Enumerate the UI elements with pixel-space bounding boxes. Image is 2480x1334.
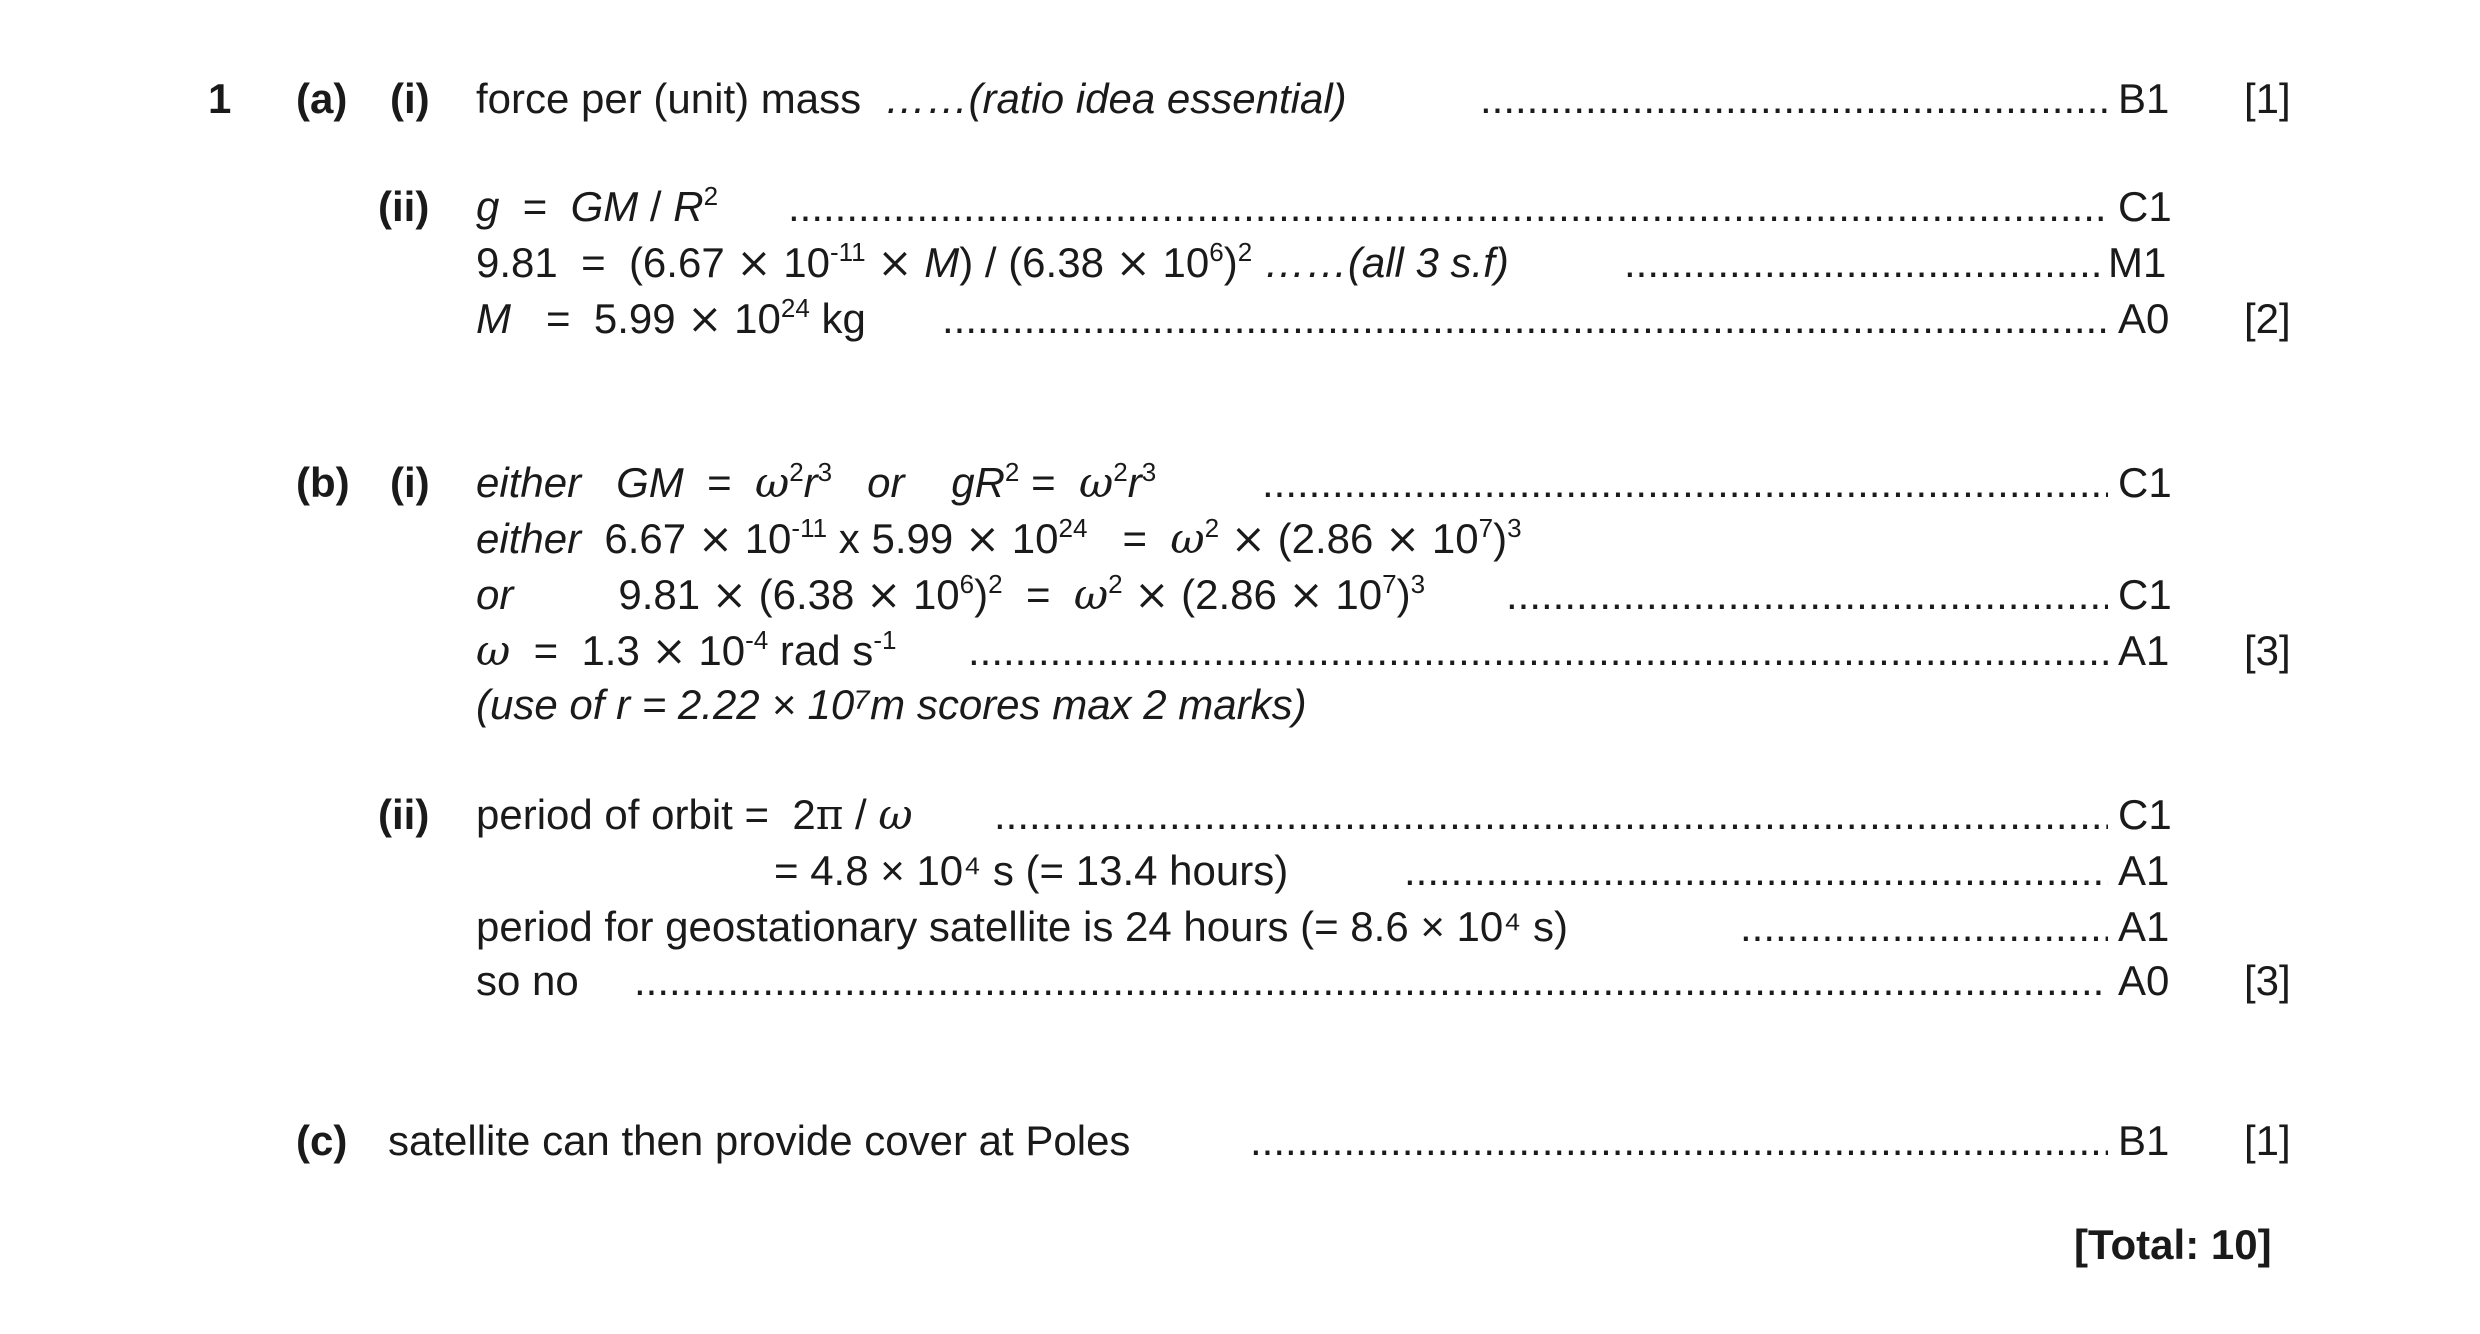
part-a-i-marks: [1] (2244, 75, 2291, 122)
leader-dots (1506, 574, 2108, 616)
part-b-i-line1: either GM = $\omega^2r^3$ or $gR^2 = \omega^2r^3$ (476, 456, 1157, 507)
part-a-label: (a) (296, 75, 348, 122)
part-b-i-code-4: A1 (2118, 627, 2170, 674)
part-b-i-line3: or $9.81 \times (6.38 \times 10^6)^2 = \omega^2 \times (2.86 \times 10^7)^3$ (476, 568, 1426, 619)
part-b-ii-code-1: C1 (2118, 791, 2172, 838)
part-b-i-note: (use of r = 2.22 × 10⁷m scores max 2 marks) (476, 681, 1307, 728)
part-b-i-code-1: C1 (2118, 459, 2172, 506)
leader-dots (994, 794, 2108, 836)
part-a-ii-line3: $M = 5.99 \times 10^{24}$ kg (476, 292, 866, 343)
leader-dots (1262, 462, 2108, 504)
part-a-ii-note: ……(all 3 s.f) (1263, 239, 1509, 286)
leader-dots (1480, 78, 2110, 120)
leader-dots (788, 186, 2108, 228)
part-a-i-note: ……(ratio idea essential) (884, 75, 1347, 122)
part-a-ii-code-1: C1 (2118, 183, 2172, 230)
leader-dots (1624, 242, 2106, 284)
part-b-i-code-3: C1 (2118, 571, 2172, 618)
leader-dots (1740, 906, 2108, 948)
part-a-i-code: B1 (2118, 75, 2170, 122)
leader-dots (942, 298, 2108, 340)
part-a-ii-code-2: M1 (2108, 239, 2167, 286)
part-a-ii-label: (ii) (378, 183, 430, 230)
part-b-i-line2: either $6.67 \times 10^{-11}$ x $5.99 \times 10^{24} = \omega^2 \times (2.86 \times 10^7)^3$ (476, 512, 1522, 563)
part-b-label: (b) (296, 459, 350, 506)
part-b-ii-code-2: A1 (2118, 847, 2170, 894)
part-b-ii-marks: [3] (2244, 957, 2291, 1004)
part-b-i-label: (i) (390, 459, 430, 506)
question-number: 1 (208, 75, 232, 122)
part-a-ii-code-3: A0 (2118, 295, 2170, 342)
part-b-ii-line4: so no (476, 957, 579, 1004)
part-c-label: (c) (296, 1117, 348, 1164)
part-c-text: satellite can then provide cover at Poles (388, 1117, 1131, 1164)
part-b-ii-line3: period for geostationary satellite is 24 hours (= 8.6 × 10⁴ s) (476, 903, 1568, 950)
part-c-code: B1 (2118, 1117, 2170, 1164)
part-b-ii-line2: = 4.8 × 10⁴ s (= 13.4 hours) (774, 847, 1289, 894)
part-b-i-marks: [3] (2244, 627, 2291, 674)
part-a-i-label: (i) (390, 75, 430, 122)
part-c-marks: [1] (2244, 1117, 2291, 1164)
leader-dots (634, 960, 2108, 1002)
leader-dots (1404, 850, 2108, 892)
part-b-i-line4: $\omega = 1.3 \times 10^{-4}$ rad $s^{-1}$ (476, 624, 897, 675)
leader-dots (968, 630, 2108, 672)
part-b-ii-code-4: A0 (2118, 957, 2170, 1004)
part-a-ii-line1: g = GM / $R^2$ (476, 180, 719, 230)
total-marks: [Total: 10] (2074, 1221, 2272, 1268)
part-a-i-text (476, 75, 1347, 122)
part-a-ii-marks: [2] (2244, 295, 2291, 342)
part-a-i-answer: force per (unit) mass (476, 75, 862, 122)
part-a-ii-line2: $9.81 = (6.67 \times 10^{-11} \times M) / (6.38 \times 10^6)^2$ ……(all 3 s.f) (476, 236, 1509, 287)
part-b-ii-label: (ii) (378, 791, 430, 838)
part-b-ii-line1: period of orbit = 2π / ω (476, 790, 913, 839)
leader-dots (1250, 1120, 2108, 1162)
part-b-ii-line1-text: period of orbit = (476, 791, 770, 838)
part-b-ii-code-3: A1 (2118, 903, 2170, 950)
